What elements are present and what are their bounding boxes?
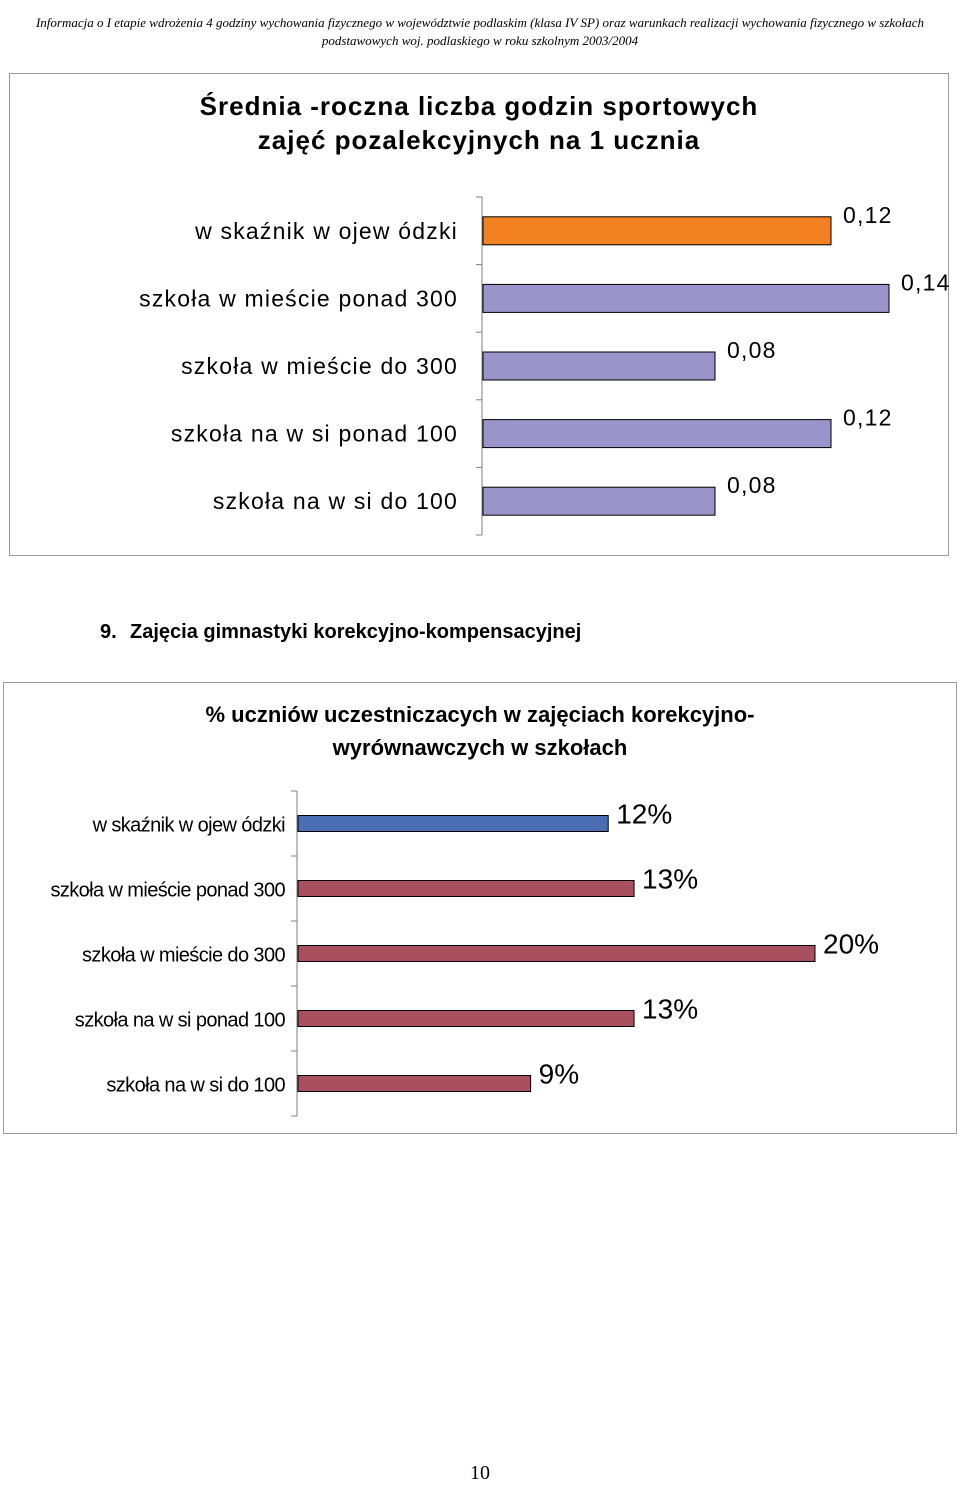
chart1-bar bbox=[483, 352, 715, 380]
chart1-category-label: szkoła na w si ponad 100 bbox=[170, 420, 458, 447]
chart2-value-label: 9% bbox=[538, 1058, 580, 1090]
chart1-bar bbox=[483, 284, 889, 312]
chart1-category-label: szkoła w mieście do 300 bbox=[181, 353, 458, 379]
chart2-category-label: szkoła na w si ponad 100 bbox=[74, 1009, 285, 1032]
chart2-plot bbox=[4, 683, 958, 1135]
chart2-title-line-1: % uczniów uczestniczacych w zajęciach korekcyjno- bbox=[205, 702, 755, 727]
chart1-value-label: 0,12 bbox=[843, 404, 893, 431]
header-line-1: Informacja o I etapie wdrożenia 4 godziny wychowania fizycznego w województwie podlaskim (klasa IV SP) oraz warunkach realizacji wychowania fizycznego w szkołach bbox=[35, 15, 925, 30]
chart1-value-label: 0,12 bbox=[843, 201, 893, 228]
chart1-value-label: 0,08 bbox=[727, 472, 777, 499]
section-heading bbox=[100, 618, 581, 646]
chart1-category-label: szkoła w mieście ponad 300 bbox=[139, 285, 458, 312]
chart2-bar bbox=[298, 881, 634, 897]
chart2-category-label: w skaźnik w ojew ódzki bbox=[92, 814, 285, 837]
chart2-bar bbox=[298, 816, 608, 832]
document-header bbox=[0, 14, 960, 50]
chart1-title-line-1: Średnia -roczna liczba godzin sportowych bbox=[199, 91, 759, 121]
chart2-title-line-2: wyrównawczych w szkołach bbox=[332, 735, 628, 760]
chart1-value-label: 0,14 bbox=[901, 269, 951, 296]
chart1-value-label: 0,08 bbox=[727, 337, 777, 363]
chart2-bar bbox=[298, 1011, 634, 1027]
chart1-bar bbox=[483, 487, 715, 515]
chart2-value-label: 12% bbox=[616, 798, 673, 830]
chart2-bar bbox=[298, 1076, 531, 1092]
chart2-value-label: 13% bbox=[642, 993, 699, 1025]
section-number: 9. bbox=[100, 621, 117, 643]
header-line-2: podstawowych woj. podlaskiego w roku szkolnym 2003/2004 bbox=[321, 33, 639, 48]
chart2-value-label: 20% bbox=[823, 928, 880, 960]
chart1-bar bbox=[483, 217, 831, 245]
page-number: 10 bbox=[470, 1462, 490, 1484]
chart1-category-label: szkoła na w si do 100 bbox=[212, 488, 458, 515]
chart2-value-label: 13% bbox=[642, 863, 699, 895]
chart1-category-label: w skaźnik w ojew ódzki bbox=[195, 217, 458, 244]
chart2-category-label: szkoła w mieście do 300 bbox=[82, 944, 285, 967]
chart1-bar bbox=[483, 420, 831, 448]
chart-avg-sport-hours bbox=[9, 73, 949, 556]
chart-corrective-classes bbox=[3, 682, 957, 1134]
chart2-category-label: szkoła na w si do 100 bbox=[106, 1074, 285, 1097]
chart1-plot bbox=[10, 74, 950, 557]
chart1-title-line-2: zajęć pozalekcyjnych na 1 ucznia bbox=[257, 125, 701, 155]
chart2-bar bbox=[298, 946, 815, 962]
section-title: Zajęcia gimnastyki korekcyjno-kompensacyjnej bbox=[130, 621, 582, 643]
chart2-category-label: szkoła w mieście ponad 300 bbox=[50, 879, 285, 902]
